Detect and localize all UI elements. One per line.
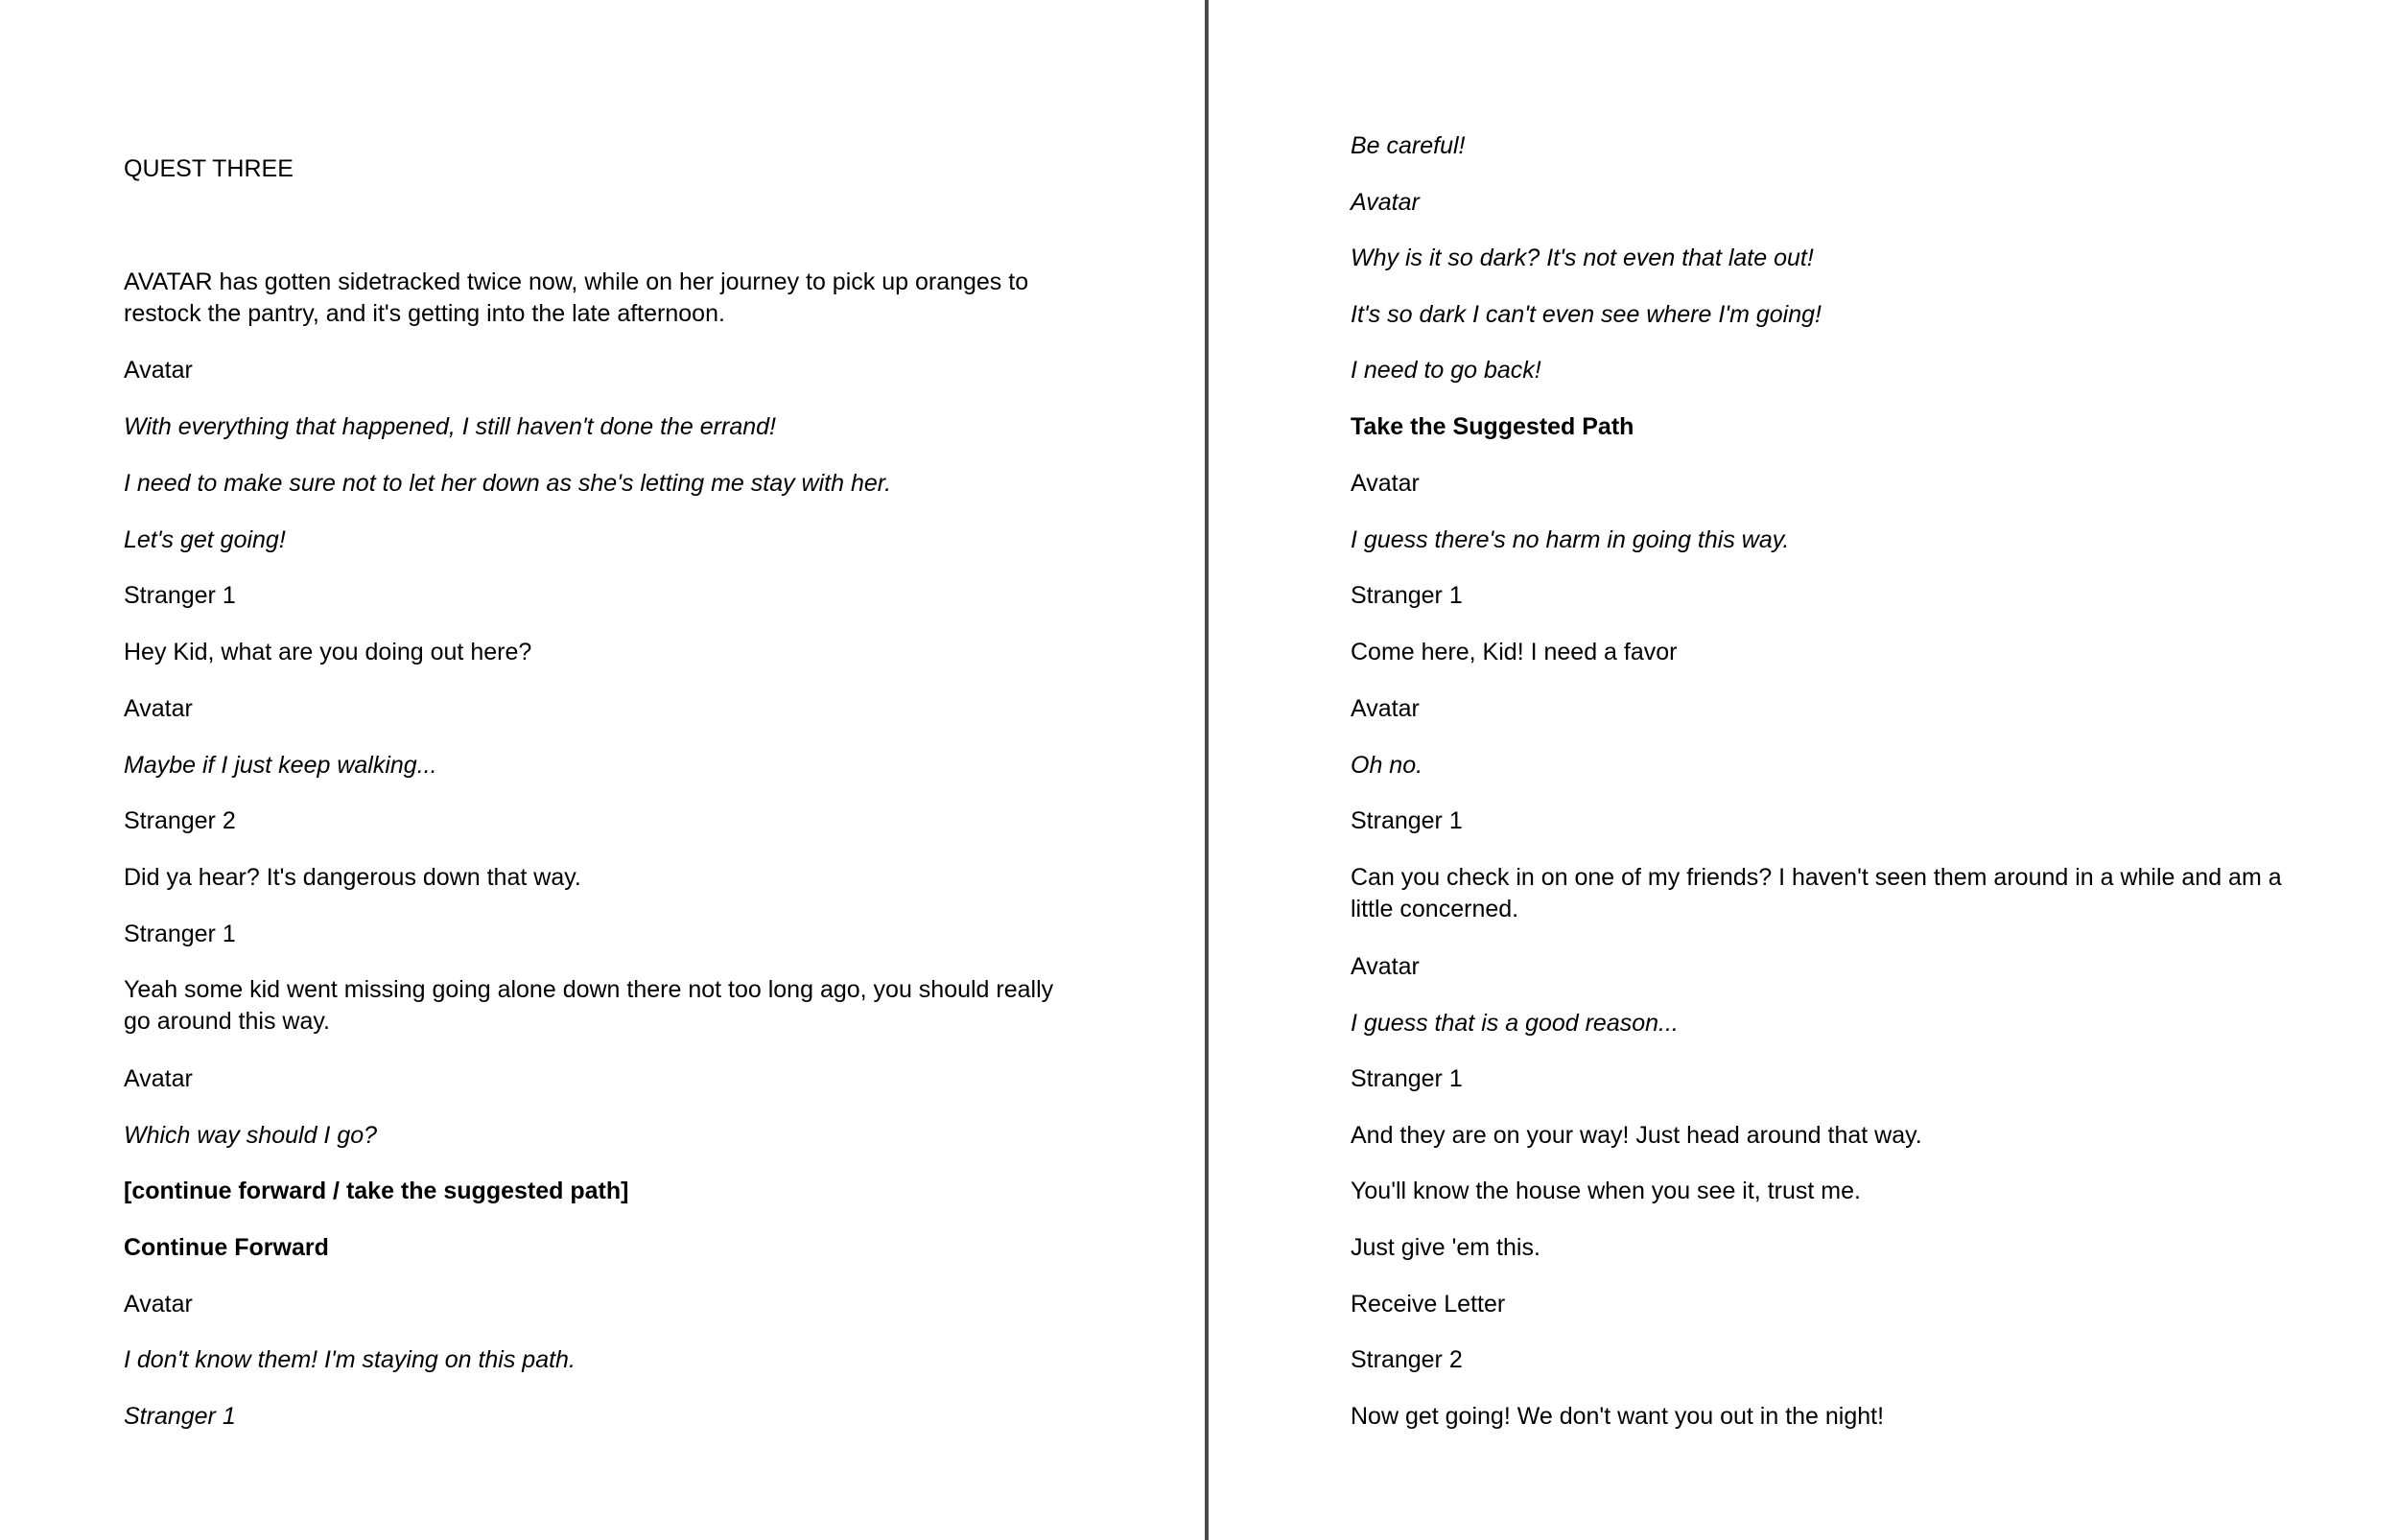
dialogue-line: Just give 'em this.	[1351, 1234, 1540, 1261]
stage-direction: Receive Letter	[1351, 1291, 1506, 1318]
dialogue-line: Oh no.	[1351, 752, 1423, 779]
speaker-name: Avatar	[1351, 695, 1420, 722]
dialogue-line: It's so dark I can't even see where I'm going!	[1351, 301, 1822, 328]
speaker-name: Avatar	[124, 1065, 193, 1092]
speaker-name: Avatar	[124, 695, 193, 722]
dialogue-line: Can you check in on one of my friends? I haven't seen them around in a while and am a little concerned.	[1351, 864, 2282, 922]
dialogue-line: Come here, Kid! I need a favor	[1351, 639, 1678, 665]
choice-prompt: [continue forward / take the suggested path]	[124, 1178, 629, 1204]
speaker-name: Avatar	[1351, 953, 1420, 980]
speaker-name: Stranger 1	[1351, 1065, 1463, 1092]
dialogue-line: Be careful!	[1351, 132, 1466, 159]
dialogue-line: I need to go back!	[1351, 357, 1541, 384]
dialogue-line: I guess there's no harm in going this way.	[1351, 526, 1790, 553]
dialogue-line: Yeah some kid went missing going alone down there not too long ago, you should really go around this way.	[124, 976, 1054, 1035]
dialogue-line: Which way should I go?	[124, 1122, 378, 1149]
dialogue-line: Now get going! We don't want you out in the night!	[1351, 1403, 1885, 1430]
dialogue-line: Let's get going!	[124, 526, 286, 553]
speaker-name: Avatar	[124, 357, 193, 384]
speaker-name: Stranger 1	[1351, 807, 1463, 834]
speaker-name: Avatar	[124, 1291, 193, 1318]
dialogue-line: Did ya hear? It's dangerous down that way.	[124, 864, 581, 891]
speaker-name: Stranger 1	[1351, 582, 1463, 609]
speaker-name: Avatar	[1351, 189, 1420, 216]
speaker-name: Stranger 1	[124, 1403, 236, 1430]
narration-paragraph: AVATAR has gotten sidetracked twice now, while on her journey to pick up oranges to restock the pantry, and it's getting into the late afternoon.	[124, 268, 1029, 327]
dialogue-line: With everything that happened, I still haven't done the errand!	[124, 413, 776, 440]
dialogue-line: And they are on your way! Just head around that way.	[1351, 1122, 1922, 1149]
speaker-name: Stranger 1	[124, 921, 236, 947]
dialogue-line: I need to make sure not to let her down as she's letting me stay with her.	[124, 470, 892, 497]
speaker-name: Stranger 1	[124, 582, 236, 609]
document-page-right	[1209, 0, 2398, 1540]
speaker-name: Stranger 2	[1351, 1346, 1463, 1373]
dialogue-line: Hey Kid, what are you doing out here?	[124, 639, 532, 665]
branch-heading: Take the Suggested Path	[1351, 413, 1634, 440]
dialogue-line: I guess that is a good reason...	[1351, 1010, 1679, 1037]
dialogue-line: Why is it so dark? It's not even that late out!	[1351, 245, 1814, 271]
branch-heading: Continue Forward	[124, 1234, 329, 1261]
dialogue-line: Maybe if I just keep walking...	[124, 752, 437, 779]
speaker-name: Stranger 2	[124, 807, 236, 834]
dialogue-line: I don't know them! I'm staying on this path.	[124, 1346, 576, 1373]
quest-title: QUEST THREE	[124, 155, 294, 182]
speaker-name: Avatar	[1351, 470, 1420, 497]
dialogue-line: You'll know the house when you see it, trust me.	[1351, 1178, 1861, 1204]
